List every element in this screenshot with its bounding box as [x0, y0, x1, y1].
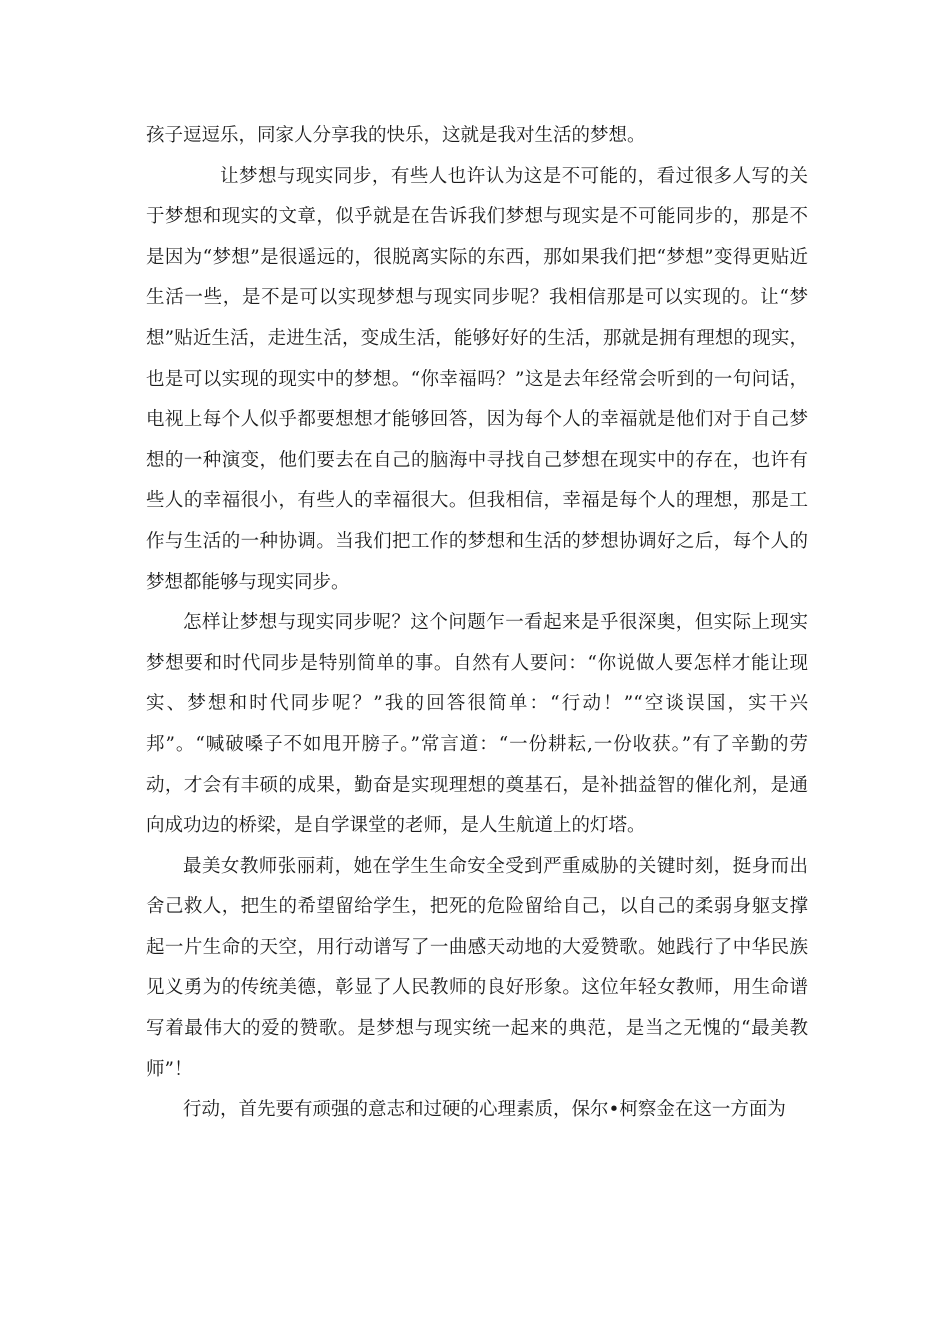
paragraph-2: 让梦想与现实同步，有些人也许认为这是不可能的，看过很多人写的关于梦想和现实的文章，似乎就是在告诉我们梦想与现实是不可能同步的，那是不是因为“梦想”是很遥远的，很脱离实际的东西，那如果我们把“梦想”变得更贴近生活一些，是不是可以实现梦想与现实同步呢？我相信那是可以实现的。让“梦想”贴近生活，走进生活，变成生活，能够好好的生活，那就是拥有理想的现实，也是可以实现的现实中的梦想。“你幸福吗？”这是去年经常会听到的一句问话，电视上每个人似乎都要想想才能够回答，因为每个人的幸福就是他们对于自己梦想的一种演变，他们要去在自己的脑海中寻找自己梦想在现实中的存在，也许有些人的幸福很小，有些人的幸福很大。但我相信，幸福是每个人的理想，那是工作与生活的一种协调。当我们把工作的梦想和生活的梦想协调好之后，每个人的梦想都能够与现实同步。: [146, 165, 808, 593]
paragraph-3: 怎样让梦想与现实同步呢？这个问题乍一看起来是乎很深奥，但实际上现实梦想要和时代同步是特别简单的事。自然有人要问：“你说做人要怎样才能让现实、梦想和时代同步呢？”我的回答很简单：“行动！”“空谈误国，实干兴邦”。“喊破嗓子不如甩开膀子。”常言道：“一份耕耘,一份收获。”有了辛勤的劳动，才会有丰硕的成果，勤奋是实现理想的奠基石，是补拙益智的催化剂，是通向成功边的桥梁，是自学课堂的老师，是人生航道上的灯塔。: [146, 612, 808, 837]
paragraph-5: 行动，首先要有顽强的意志和过硬的心理素质，保尔•柯察金在这一方面为: [183, 1099, 786, 1121]
paragraph-4: 最美女教师张丽莉，她在学生生命安全受到严重威胁的关键时刻，挺身而出舍己救人，把生的希望留给学生，把死的危险留给自己，以自己的柔弱身躯支撑起一片生命的天空，用行动谱写了一曲感天动地的大爱赞歌。她践行了中华民族见义勇为的传统美德，彰显了人民教师的良好形象。这位年轻女教师，用生命谱写着最伟大的爱的赞歌。是梦想与现实统一起来的典范，是当之无愧的“最美教师”！: [146, 855, 808, 1080]
paragraph-1: 孩子逗逗乐，同家人分享我的快乐，这就是我对生活的梦想。: [146, 125, 646, 146]
document-body: [146, 116, 808, 1131]
